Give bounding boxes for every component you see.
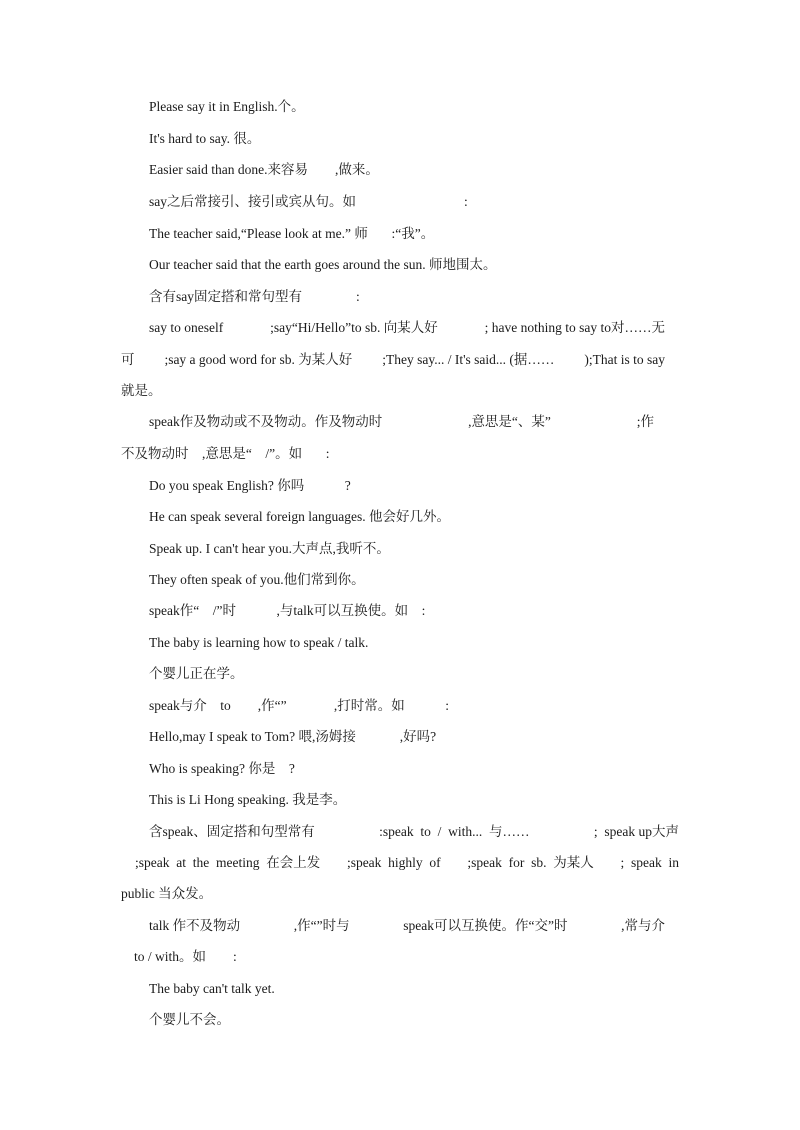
text-line: He can speak several foreign languages. 他会好几外。 [149,509,451,524]
text-segment: :speak to / with... 与…… [379,824,530,839]
text-segment: ;They say... / It's said... (据…… [382,352,555,367]
text-line [149,918,665,934]
text-line [149,414,654,430]
text-line: to / with。如 : [134,949,237,964]
text-line: They often speak of you.他们常到你。 [149,572,365,587]
text-line: speak与介 to ,作“” ,打时常。如 : [149,698,449,713]
text-segment: say to oneself [149,320,224,335]
text-segment: speak可以互换使。作“交”时 [403,918,568,933]
text-line: 个婴儿不会。 [149,1012,230,1027]
text-line: 个婴儿正在学。 [149,666,244,681]
text-segment: ,意思是“、某” [468,414,551,429]
text-segment: 含speak、固定搭和句型常有 [149,824,315,839]
text-line: Our teacher said that the earth goes around the sun. 师地围太。 [149,257,497,272]
text-line [149,824,679,840]
text-line [135,855,679,871]
text-segment: ,常与介 [621,918,665,933]
text-line: Easier said than done.来容易 ,做来。 [149,162,379,177]
text-line: speak作“ /”时 ,与talk可以互换使。如 : [149,603,426,618]
text-line: Who is speaking? 你是 ? [149,761,295,776]
text-line: The baby can't talk yet. [149,981,275,996]
text-line: The teacher said,“Please look at me.” 师 :“我”。 [149,226,435,241]
text-line: 就是。 [121,383,162,398]
text-line: Speak up. I can't hear you.大声点,我听不。 [149,541,390,556]
text-segment: talk 作不及物动 [149,918,241,933]
text-segment: 可 [121,352,135,367]
text-line [149,320,665,336]
text-line: Hello,may I speak to Tom? 喂,汤姆接 ,好吗? [149,729,437,744]
text-segment: );That is to say [584,352,665,367]
text-line: 不及物动时 ,意思是“ /”。如 : [121,446,330,461]
text-segment: ,作“”时与 [293,918,350,933]
text-line [121,352,665,368]
text-segment: speak作及物动或不及物动。作及物动时 [149,414,383,429]
text-line: It's hard to say. 很。 [149,131,261,146]
text-segment: ;作 [636,414,654,429]
text-segment: ;say“Hi/Hello”to sb. 向某人好 [270,320,438,335]
text-segment: ;speak for sb. 为某人 [467,855,594,870]
text-segment: ; speak in [620,855,679,870]
text-line: public 当众发。 [121,886,213,901]
text-segment: ;speak highly of [346,855,441,870]
text-line: Please say it in English.个。 [149,99,305,114]
text-segment: ; have nothing to say to对……无 [484,320,665,335]
text-line: This is Li Hong speaking. 我是李。 [149,792,347,807]
text-segment: ;say a good word for sb. 为某人好 [164,352,353,367]
text-segment: ; speak up大声 [593,824,679,839]
text-line: 含有say固定搭和常句型有 : [149,289,360,304]
text-segment: ;speak at the meeting 在会上发 [135,855,321,870]
text-line: say之后常接引、接引或宾从句。如 : [149,194,468,209]
text-line: The baby is learning how to speak / talk. [149,635,369,650]
text-line: Do you speak English? 你吗 ? [149,478,351,493]
